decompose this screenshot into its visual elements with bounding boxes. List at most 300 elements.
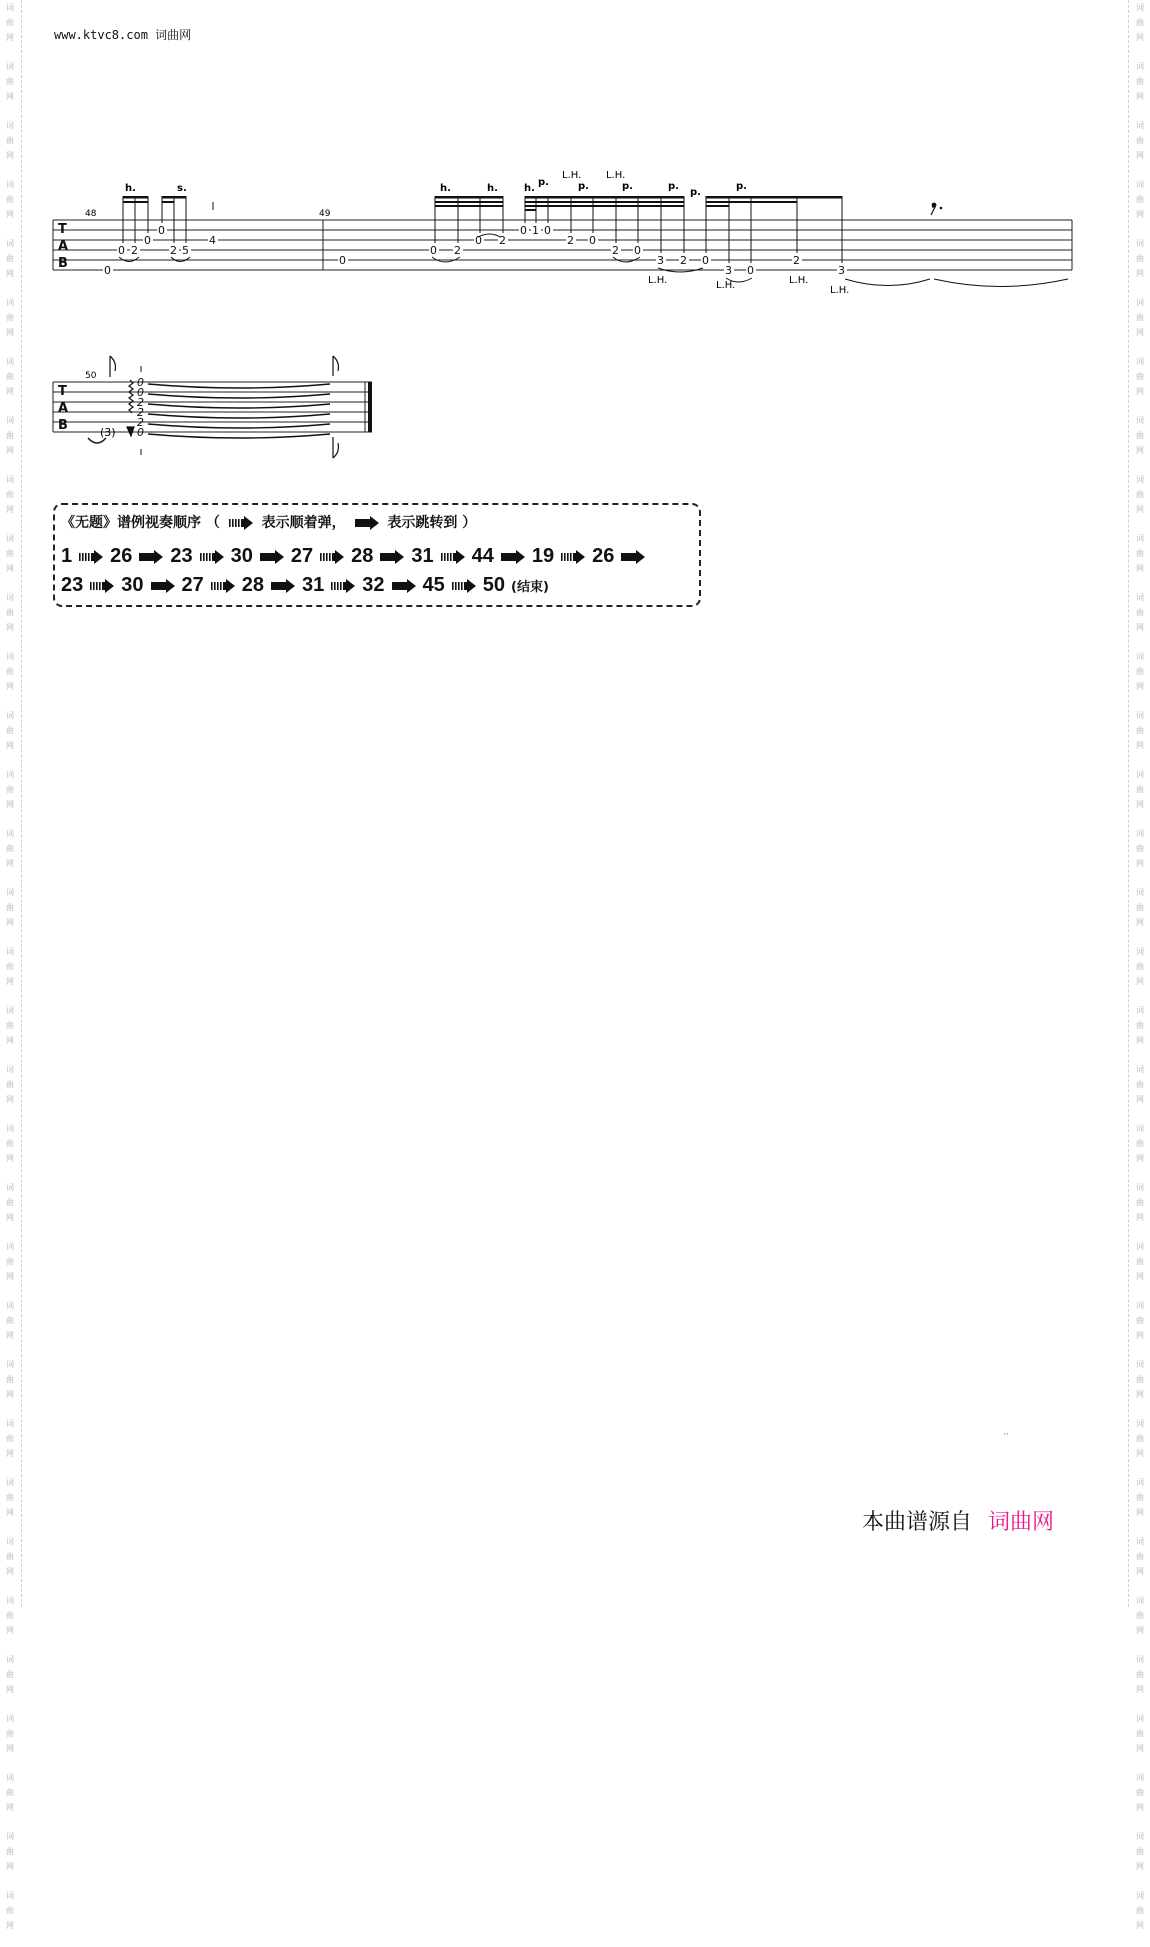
watermark-glyph: 网 — [6, 977, 14, 986]
watermark-glyph: 曲 — [6, 1611, 14, 1620]
watermark-glyph: 曲 — [6, 1552, 14, 1561]
watermark-glyph: 词 — [1136, 1242, 1144, 1251]
watermark-glyph: 词 — [1136, 1301, 1144, 1310]
watermark-glyph: 词 — [1136, 62, 1144, 71]
left-hand-label: L.H. — [648, 275, 668, 286]
watermark-glyph: 网 — [6, 741, 14, 750]
watermark-glyph: 网 — [6, 1744, 14, 1753]
watermark-glyph: 网 — [1136, 1095, 1144, 1104]
watermark-glyph: 网 — [1136, 1508, 1144, 1517]
watermark-glyph: 词 — [6, 1419, 14, 1428]
fret: 0 — [747, 264, 754, 277]
watermark-glyph: 网 — [6, 1154, 14, 1163]
footer-brand-link[interactable]: 词曲网 — [988, 1510, 1055, 1535]
watermark-glyph: 词 — [1136, 534, 1144, 543]
fret: 0 — [475, 234, 482, 247]
watermark-glyph: 网 — [6, 387, 14, 396]
watermark-glyph: 网 — [1136, 1036, 1144, 1045]
tablature-score — [0, 0, 1150, 480]
sequential-arrow-icon — [560, 550, 586, 564]
watermark-glyph: 网 — [6, 800, 14, 809]
watermark-glyph: 曲 — [6, 1493, 14, 1502]
watermark-glyph: 曲 — [1136, 962, 1144, 971]
bar-number: 30 — [121, 574, 144, 596]
watermark-glyph: 网 — [1136, 741, 1144, 750]
watermark-glyph: 网 — [6, 1508, 14, 1517]
watermark-glyph: 网 — [1136, 1626, 1144, 1635]
watermark-glyph: 网 — [1136, 446, 1144, 455]
legend-jump-text: 表示跳转到 — [387, 515, 458, 531]
fret: 4 — [209, 234, 216, 247]
bar-number: 27 — [290, 545, 314, 567]
fret: 2 — [131, 244, 138, 257]
watermark-glyph: 词 — [1136, 1360, 1144, 1369]
watermark-glyph: 曲 — [1136, 1316, 1144, 1325]
watermark-glyph: 曲 — [1136, 549, 1144, 558]
play-order-step — [61, 545, 110, 568]
watermark-glyph: 曲 — [6, 962, 14, 971]
play-order-step — [362, 574, 422, 597]
header-url-text[interactable]: www.ktvc8.com — [54, 28, 148, 42]
jump-arrow-icon — [150, 579, 176, 593]
watermark-glyph: 词 — [6, 1360, 14, 1369]
watermark-glyph: 词 — [1136, 475, 1144, 484]
play-order-step — [110, 545, 170, 568]
watermark-glyph: 曲 — [6, 1198, 14, 1207]
technique-hammer: h. — [524, 183, 535, 194]
sequential-arrow-icon — [319, 550, 345, 564]
watermark-glyph: 网 — [1136, 800, 1144, 809]
watermark-glyph: 网 — [1136, 1744, 1144, 1753]
bar-number: 26 — [592, 545, 615, 567]
watermark-glyph: 网 — [1136, 1154, 1144, 1163]
watermark-glyph: 曲 — [6, 903, 14, 912]
bar-number: 23 — [61, 574, 84, 596]
watermark-glyph: 曲 — [6, 431, 14, 440]
watermark-glyph: 曲 — [1136, 490, 1144, 499]
technique-pull: p. — [538, 177, 549, 188]
arpeggio-icon — [127, 380, 134, 436]
watermark-glyph: 曲 — [1136, 1670, 1144, 1679]
play-order-title-prefix: 《无题》谱例视奏顺序 — [61, 515, 201, 531]
watermark-glyph: 曲 — [1136, 1198, 1144, 1207]
end-note: (结束) — [511, 580, 549, 595]
bar-number: 45 — [422, 574, 445, 596]
watermark-glyph: 曲 — [1136, 431, 1144, 440]
watermark-glyph: 曲 — [1136, 1906, 1144, 1915]
jump-arrow-icon — [270, 579, 296, 593]
watermark-glyph: 词 — [6, 1065, 14, 1074]
watermark-glyph: 曲 — [1136, 726, 1144, 735]
watermark-glyph: 网 — [1136, 151, 1144, 160]
watermark-glyph: 网 — [1136, 564, 1144, 573]
bar-number: 28 — [351, 545, 374, 567]
watermark-glyph: 曲 — [1136, 1139, 1144, 1148]
watermark-glyph: 词 — [1136, 947, 1144, 956]
watermark-glyph: 词 — [1136, 1773, 1144, 1782]
watermark-glyph: 曲 — [6, 1257, 14, 1266]
watermark-glyph: 词 — [6, 534, 14, 543]
jump-arrow-icon — [620, 550, 646, 564]
watermark-glyph: 词 — [1136, 1891, 1144, 1900]
watermark-glyph: 网 — [6, 210, 14, 219]
technique-slide: s. — [177, 183, 187, 194]
fret: 3 — [657, 254, 664, 267]
watermark-glyph: 词 — [1136, 1006, 1144, 1015]
bar-number: 19 — [531, 545, 555, 567]
play-order-step — [423, 574, 483, 597]
play-order-step — [61, 574, 121, 597]
play-order-step — [592, 545, 652, 568]
watermark-glyph: 词 — [6, 357, 14, 366]
sequential-arrow-icon — [89, 579, 115, 593]
watermark-glyph: 词 — [1136, 770, 1144, 779]
watermark-glyph: 词 — [6, 62, 14, 71]
watermark-glyph: 网 — [6, 269, 14, 278]
bar-number: 31 — [302, 574, 325, 596]
watermark-glyph: 曲 — [6, 1847, 14, 1856]
watermark-glyph: 词 — [6, 1655, 14, 1664]
watermark-glyph: 网 — [6, 682, 14, 691]
watermark-glyph: 网 — [1136, 977, 1144, 986]
watermark-glyph: 词 — [6, 475, 14, 484]
watermark-glyph: 词 — [1136, 1183, 1144, 1192]
sequential-arrow-icon — [210, 579, 236, 593]
technique-hammer: h. — [487, 183, 498, 194]
fret: 2 — [499, 234, 506, 247]
jump-arrow-icon — [138, 550, 164, 564]
fret: 0 — [339, 254, 346, 267]
watermark-glyph: 词 — [1136, 888, 1144, 897]
watermark-glyph: 网 — [1136, 1685, 1144, 1694]
watermark-glyph: 网 — [1136, 1272, 1144, 1281]
bar-number-49: 49 — [319, 209, 331, 219]
tab-clef-1 — [58, 222, 68, 271]
play-order-step — [532, 545, 592, 568]
fret: 0 — [589, 234, 596, 247]
stray-mark: ·· — [1003, 1430, 1009, 1440]
bar48-beams — [123, 196, 186, 203]
watermark-glyph: 词 — [6, 416, 14, 425]
watermark-glyph: 词 — [6, 1124, 14, 1133]
watermark-glyph: 网 — [6, 1862, 14, 1871]
watermark-glyph: 网 — [1136, 210, 1144, 219]
watermark-glyph: 网 — [6, 328, 14, 337]
watermark-glyph: 词 — [6, 1006, 14, 1015]
watermark-glyph: 曲 — [1136, 1434, 1144, 1443]
watermark-glyph: 网 — [6, 1272, 14, 1281]
watermark-glyph: 词 — [1136, 711, 1144, 720]
footer-source-label: 本曲谱源自 — [862, 1510, 973, 1535]
watermark-glyph: 网 — [6, 918, 14, 927]
clef-t: T — [58, 222, 67, 237]
fret: 2 — [137, 416, 144, 429]
jump-arrow-icon — [379, 550, 405, 564]
watermark-glyph: 网 — [1136, 682, 1144, 691]
fret: 2 — [454, 244, 461, 257]
technique-pull: p. — [736, 181, 747, 192]
watermark-glyph: 曲 — [1136, 1729, 1144, 1738]
watermark-glyph: 曲 — [6, 1080, 14, 1089]
watermark-glyph: 曲 — [1136, 1080, 1144, 1089]
watermark-glyph: 词 — [1136, 593, 1144, 602]
watermark-glyph: 网 — [1136, 269, 1144, 278]
watermark-glyph: 词 — [6, 1183, 14, 1192]
fret: 0 — [137, 426, 144, 439]
fret: 2 — [137, 406, 144, 419]
bar-number: 30 — [230, 545, 253, 567]
watermark-glyph: 曲 — [1136, 1552, 1144, 1561]
sequential-arrow-icon — [228, 516, 254, 530]
jump-arrow-icon — [259, 550, 285, 564]
watermark-glyph: 曲 — [6, 372, 14, 381]
bar48-slurs — [119, 257, 190, 262]
watermark-glyph: 曲 — [6, 844, 14, 853]
watermark-glyph: 曲 — [1136, 1493, 1144, 1502]
watermark-glyph: 网 — [1136, 1449, 1144, 1458]
watermark-glyph: 网 — [1136, 505, 1144, 514]
watermark-glyph: 词 — [1136, 3, 1144, 12]
watermark-glyph: 网 — [1136, 918, 1144, 927]
bar-number: 1 — [61, 545, 73, 567]
watermark-glyph: 词 — [6, 121, 14, 130]
watermark-glyph: 网 — [6, 1567, 14, 1576]
play-order-row-1 — [61, 545, 652, 568]
watermark-glyph: 词 — [6, 3, 14, 12]
watermark-glyph: 曲 — [6, 1906, 14, 1915]
watermark-glyph: 词 — [1136, 1124, 1144, 1133]
watermark-glyph: 网 — [1136, 1862, 1144, 1871]
watermark-glyph: 网 — [1136, 1567, 1144, 1576]
watermark-glyph: 网 — [6, 1449, 14, 1458]
watermark-glyph: 曲 — [1136, 1375, 1144, 1384]
watermark-glyph: 网 — [6, 1095, 14, 1104]
fret: 5 — [182, 244, 189, 257]
watermark-glyph: 网 — [6, 92, 14, 101]
watermark-glyph: 词 — [6, 829, 14, 838]
play-order-row-2 — [61, 574, 549, 597]
play-order-step — [302, 574, 362, 597]
fret: 3 — [725, 264, 732, 277]
staff-lines-1 — [53, 220, 1072, 270]
fret: 0 — [544, 224, 551, 237]
watermark-glyph: 词 — [1136, 1655, 1144, 1664]
watermark-glyph: 网 — [6, 1036, 14, 1045]
watermark-glyph: 曲 — [1136, 667, 1144, 676]
watermark-glyph: 曲 — [1136, 313, 1144, 322]
technique-hammer: h. — [125, 183, 136, 194]
watermark-glyph: 曲 — [6, 77, 14, 86]
final-barline — [368, 382, 372, 432]
fret: 2 — [567, 234, 574, 247]
watermark-glyph: 曲 — [6, 313, 14, 322]
sequential-arrow-icon — [78, 550, 104, 564]
clef-a: A — [58, 401, 69, 416]
play-order-step — [472, 545, 532, 568]
watermark-glyph: 曲 — [6, 1670, 14, 1679]
watermark-glyph: 词 — [6, 1301, 14, 1310]
watermark-glyph: 曲 — [1136, 1847, 1144, 1856]
technique-pull: p. — [578, 181, 589, 192]
clef-b: B — [58, 418, 68, 433]
fret: 0 — [144, 234, 151, 247]
watermark-glyph: 曲 — [6, 1434, 14, 1443]
footer-source — [862, 1505, 1054, 1536]
bar-number: 44 — [471, 545, 494, 567]
play-order-step — [411, 545, 471, 568]
technique-left-hand: L.H. — [562, 170, 582, 181]
fret: 1 — [532, 224, 539, 237]
watermark-glyph: 曲 — [6, 136, 14, 145]
watermark-glyph: 曲 — [1136, 1021, 1144, 1030]
bar-number: 26 — [110, 545, 133, 567]
watermark-glyph: 网 — [6, 859, 14, 868]
watermark-glyph: 曲 — [1136, 136, 1144, 145]
fret: 0 — [430, 244, 437, 257]
tab-system-2 — [53, 356, 372, 458]
watermark-glyph: 网 — [1136, 859, 1144, 868]
watermark-glyph: 网 — [6, 151, 14, 160]
fret: 2 — [137, 396, 144, 409]
sequential-arrow-icon — [199, 550, 225, 564]
play-order-step — [121, 574, 181, 597]
watermark-glyph: 词 — [1136, 1419, 1144, 1428]
play-order-step — [351, 545, 411, 568]
watermark-glyph: 曲 — [6, 1139, 14, 1148]
play-order-step — [291, 545, 351, 568]
watermark-glyph: 词 — [6, 711, 14, 720]
watermark-glyph: 词 — [1136, 652, 1144, 661]
legend-sequential-text: 表示顺着弹， — [261, 515, 346, 531]
watermark-glyph: 网 — [1136, 1213, 1144, 1222]
fret: 2 — [680, 254, 687, 267]
watermark-glyph: 词 — [1136, 1596, 1144, 1605]
watermark-glyph: 网 — [6, 564, 14, 573]
watermark-glyph: 网 — [1136, 623, 1144, 632]
watermark-glyph: 曲 — [1136, 195, 1144, 204]
watermark-glyph: 网 — [1136, 1390, 1144, 1399]
clef-t: T — [58, 384, 67, 399]
watermark-glyph: 曲 — [6, 726, 14, 735]
watermark-glyph: 曲 — [1136, 77, 1144, 86]
jump-arrow-icon — [354, 516, 380, 530]
watermark-glyph: 词 — [1136, 829, 1144, 838]
watermark-glyph: 网 — [6, 33, 14, 42]
watermark-glyph: 曲 — [6, 1375, 14, 1384]
watermark-glyph: 曲 — [1136, 1611, 1144, 1620]
watermark-glyph: 网 — [1136, 328, 1144, 337]
watermark-glyph: 网 — [1136, 33, 1144, 42]
tab-system-1 — [53, 170, 1072, 296]
fret: 0 — [137, 386, 144, 399]
watermark-glyph: 词 — [6, 1773, 14, 1782]
watermark-glyph: 曲 — [6, 667, 14, 676]
watermark-glyph: 曲 — [6, 608, 14, 617]
watermark-glyph: 网 — [6, 1626, 14, 1635]
watermark-glyph: 网 — [6, 505, 14, 514]
watermark-glyph: 词 — [6, 652, 14, 661]
fret: 0 — [104, 264, 111, 277]
watermark-glyph: 曲 — [1136, 1257, 1144, 1266]
play-order-box — [53, 503, 701, 607]
bar-number: 27 — [181, 574, 204, 596]
sequential-arrow-icon — [451, 579, 477, 593]
watermark-glyph: 网 — [6, 1331, 14, 1340]
watermark-glyph: 曲 — [6, 785, 14, 794]
jump-arrow-icon — [500, 550, 526, 564]
play-order-step — [483, 574, 505, 597]
bar-number: 28 — [241, 574, 264, 596]
watermark-glyph: 词 — [6, 1832, 14, 1841]
watermark-glyph: 网 — [6, 1685, 14, 1694]
fret: 2 — [793, 254, 800, 267]
watermark-glyph: 曲 — [6, 490, 14, 499]
watermark-glyph: 词 — [1136, 239, 1144, 248]
bar-number: 23 — [170, 545, 193, 567]
watermark-glyph: 曲 — [1136, 254, 1144, 263]
jump-arrow-icon — [391, 579, 417, 593]
watermark-glyph: 词 — [1136, 416, 1144, 425]
watermark-glyph: 词 — [6, 180, 14, 189]
watermark-glyph: 曲 — [1136, 1788, 1144, 1797]
bar48-techniques — [125, 183, 187, 194]
bass-note: (3) — [100, 426, 116, 439]
watermark-glyph: 词 — [1136, 298, 1144, 307]
watermark-glyph: 词 — [1136, 357, 1144, 366]
watermark-glyph: 曲 — [6, 549, 14, 558]
bar-number: 32 — [362, 574, 385, 596]
watermark-glyph: 词 — [1136, 1478, 1144, 1487]
watermark-glyph: 曲 — [1136, 18, 1144, 27]
watermark-glyph: 词 — [1136, 180, 1144, 189]
open-paren: （ — [205, 515, 220, 531]
technique-pull: p. — [668, 181, 679, 192]
tab-clef-2 — [58, 384, 68, 433]
fret: 3 — [838, 264, 845, 277]
watermark-glyph: 词 — [6, 1714, 14, 1723]
watermark-glyph: 曲 — [6, 195, 14, 204]
bar-number: 50 — [482, 574, 505, 596]
bar49-techniques — [440, 170, 747, 198]
watermark-glyph: 词 — [6, 1537, 14, 1546]
close-paren: ） — [462, 515, 477, 531]
watermark-glyph: 曲 — [6, 1729, 14, 1738]
play-order-step — [231, 545, 291, 568]
watermark-glyph: 词 — [6, 1478, 14, 1487]
watermark-glyph: 网 — [1136, 1921, 1144, 1930]
watermark-glyph: 词 — [6, 239, 14, 248]
watermark-glyph: 网 — [1136, 92, 1144, 101]
left-hand-label: L.H. — [789, 275, 809, 286]
watermark-glyph: 词 — [6, 1596, 14, 1605]
fret: 2 — [612, 244, 619, 257]
sequential-arrow-icon — [330, 579, 356, 593]
watermark-glyph: 词 — [1136, 1832, 1144, 1841]
watermark-glyph: 曲 — [1136, 844, 1144, 853]
bar50-chord — [137, 376, 144, 439]
fret: 2 — [170, 244, 177, 257]
watermark-glyph: 网 — [1136, 387, 1144, 396]
watermark-glyph: 曲 — [6, 254, 14, 263]
watermark-glyph: 词 — [6, 593, 14, 602]
watermark-glyph: 曲 — [6, 1788, 14, 1797]
watermark-glyph: 网 — [6, 446, 14, 455]
watermark-glyph: 词 — [6, 770, 14, 779]
watermark-glyph: 词 — [6, 888, 14, 897]
bar50-ties — [88, 384, 330, 443]
watermark-glyph: 词 — [6, 1891, 14, 1900]
fret: 0 — [520, 224, 527, 237]
